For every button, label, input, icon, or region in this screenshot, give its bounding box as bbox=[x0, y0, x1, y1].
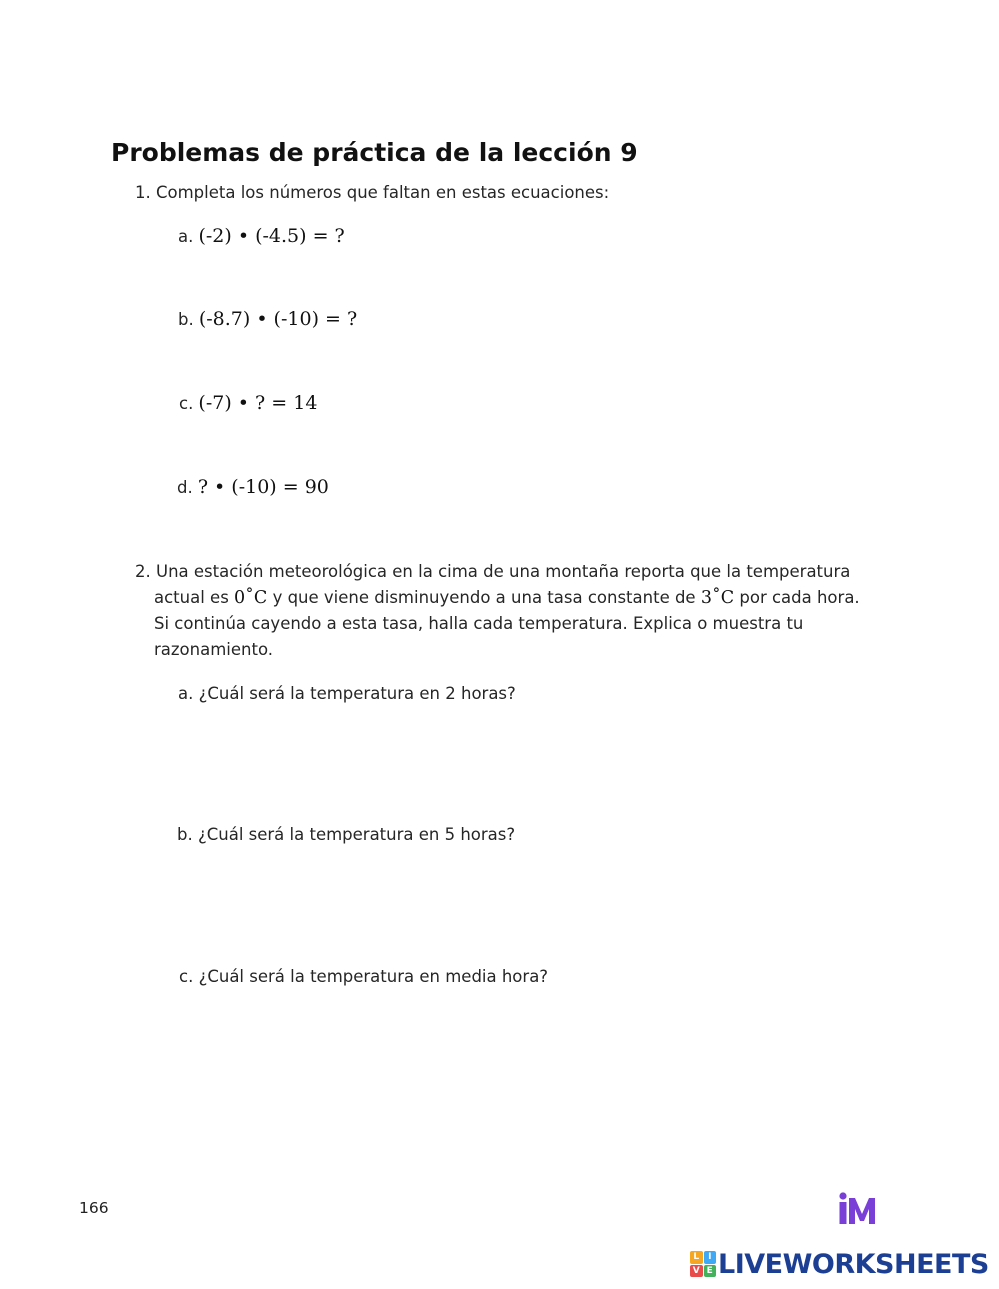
problem-2-prompt bbox=[135, 559, 860, 662]
im-logo bbox=[838, 1192, 876, 1226]
problem-1c bbox=[179, 392, 317, 414]
problem-1c-label: c. bbox=[179, 394, 194, 413]
problem-1a bbox=[178, 225, 345, 247]
problem-2c-question: ¿Cuál será la temperatura en media hora? bbox=[198, 967, 549, 986]
problem-1b bbox=[178, 308, 357, 330]
problem-2-line-2-b: y que viene disminuyendo a una tasa constante de bbox=[267, 587, 701, 607]
start-temperature: 0˚C bbox=[234, 587, 268, 608]
problem-1b-label: b. bbox=[178, 310, 194, 329]
problem-1c-equation: (-7) • ? = 14 bbox=[198, 392, 318, 414]
problem-2b bbox=[177, 822, 515, 848]
badge-letter-l: L bbox=[690, 1251, 703, 1264]
problem-2a-question: ¿Cuál será la temperatura en 2 horas? bbox=[198, 684, 516, 703]
problem-2a-label: a. bbox=[178, 684, 194, 703]
problem-1a-equation: (-2) • (-4.5) = ? bbox=[198, 225, 345, 247]
page-number: 166 bbox=[79, 1199, 109, 1217]
problem-2-line-1: 2. Una estación meteorológica en la cima de una montaña reporta que la temperatura bbox=[135, 562, 851, 581]
problem-1d-label: d. bbox=[177, 478, 193, 497]
decrease-rate: 3˚C bbox=[700, 587, 735, 608]
problem-2-line-4: razonamiento. bbox=[154, 639, 274, 659]
problem-1a-label: a. bbox=[178, 227, 194, 246]
problem-2-line-2 bbox=[135, 585, 860, 612]
liveworksheets-badge bbox=[690, 1251, 716, 1277]
problem-1d bbox=[177, 476, 329, 498]
problem-2c bbox=[179, 964, 548, 990]
problem-1d-equation: ? • (-10) = 90 bbox=[197, 476, 329, 498]
badge-letter-i: I bbox=[704, 1251, 717, 1264]
problem-2-line-2-c: por cada hora. bbox=[734, 587, 860, 607]
badge-letter-e: E bbox=[704, 1265, 717, 1278]
problem-2c-label: c. bbox=[179, 967, 194, 986]
liveworksheets-logo bbox=[690, 1248, 989, 1280]
problem-1-prompt: 1. Completa los números que faltan en estas ecuaciones: bbox=[135, 183, 610, 202]
problem-2a bbox=[178, 681, 516, 707]
problem-2-line-2-a: actual es bbox=[154, 587, 235, 607]
problem-2b-question: ¿Cuál será la temperatura en 5 horas? bbox=[197, 825, 516, 844]
problem-1b-equation: (-8.7) • (-10) = ? bbox=[198, 308, 358, 330]
page-title: Problemas de práctica de la lección 9 bbox=[111, 138, 638, 167]
problem-2-line-3: Si continúa cayendo a esta tasa, halla cada temperatura. Explica o muestra tu bbox=[154, 614, 804, 633]
liveworksheets-wordmark: LIVEWORKSHEETS bbox=[718, 1248, 989, 1280]
badge-letter-v: V bbox=[690, 1265, 703, 1278]
problem-2b-label: b. bbox=[177, 825, 193, 844]
